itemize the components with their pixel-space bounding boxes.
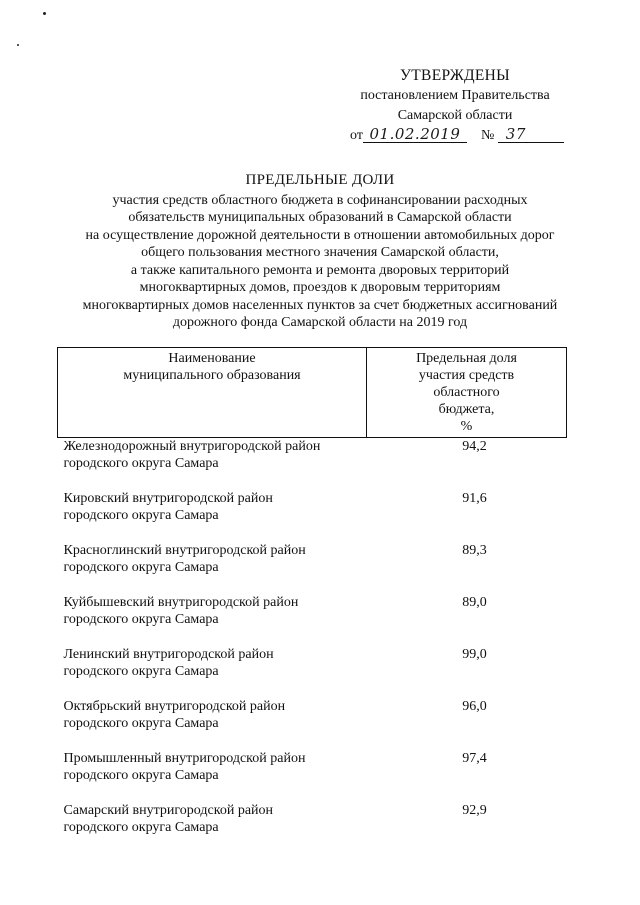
municipality-name-line: Красноглинский внутригородской район	[63, 543, 306, 558]
title-line: общего пользования местного значения Самарской области,	[141, 245, 499, 260]
table-row	[58, 750, 567, 802]
table-row	[58, 438, 567, 491]
municipality-name	[58, 438, 367, 491]
share-value: 99,0	[462, 647, 487, 662]
municipality-name-line: городского округа Самара	[63, 820, 219, 835]
approval-date-line	[340, 126, 570, 146]
municipality-name	[58, 750, 367, 802]
share-value: 89,0	[462, 595, 487, 610]
title-line: дорожного фонда Самарской области на 2019 год	[172, 315, 468, 330]
title-line: обязательств муниципальных образований в Самарской области	[128, 210, 512, 225]
share-value: 91,6	[462, 491, 487, 506]
municipality-name-line: городского округа Самара	[63, 664, 219, 679]
header-text: Наименование	[168, 351, 256, 366]
header-text: бюджета,	[438, 402, 495, 417]
municipality-name-line: Октябрьский внутригородской район	[63, 699, 286, 714]
municipality-name-line: городского округа Самара	[63, 768, 219, 783]
date-prefix: от	[350, 128, 363, 143]
municipality-name	[58, 698, 367, 750]
title-subtitle	[40, 192, 600, 332]
share-value: 89,3	[462, 543, 487, 558]
header-share	[367, 348, 567, 438]
handwritten-number: 37	[498, 126, 564, 143]
municipality-name-line: Кировский внутригородской район	[63, 491, 273, 506]
municipality-name-line: Куйбышевский внутригородской район	[63, 595, 299, 610]
title-line: на осуществление дорожной деятельности в отношении автомобильных дорог	[85, 227, 555, 243]
approval-stamp	[340, 66, 570, 146]
municipality-name-line: городского округа Самара	[63, 716, 219, 731]
municipality-name-line: городского округа Самара	[63, 456, 219, 471]
municipality-name	[58, 802, 367, 854]
share-value: 94,2	[462, 439, 487, 454]
header-text: участия средств	[418, 368, 515, 383]
table-row	[58, 594, 567, 646]
table-row	[58, 802, 567, 854]
municipality-name-line: Промышленный внутригородской район	[63, 751, 306, 766]
share-value: 97,4	[462, 751, 487, 766]
title-line: многоквартирных домов населенных пунктов за счет бюджетных ассигнований	[82, 297, 558, 313]
municipality-name-line: Ленинский внутригородской район	[63, 647, 274, 662]
municipality-name-line: Железнодорожный внутригородской район	[63, 439, 321, 454]
table-row	[58, 646, 567, 698]
title-line: многоквартирных домов, проездов к дворовым территориям	[139, 280, 501, 295]
table-row	[58, 698, 567, 750]
header-text: Предельная доля	[416, 351, 517, 366]
share-value: 92,9	[462, 803, 487, 818]
title-line: участия средств областного бюджета в софинансировании расходных	[112, 192, 528, 208]
municipality-name-line: городского округа Самара	[63, 560, 219, 575]
header-municipality	[58, 348, 367, 438]
municipality-name	[58, 490, 367, 542]
number-prefix: №	[480, 128, 495, 143]
municipality-name-line: Самарский внутригородской район	[63, 803, 274, 818]
table-header-row	[58, 348, 567, 438]
scan-speck	[17, 44, 19, 46]
municipality-name	[58, 542, 367, 594]
municipality-name-line: городского округа Самара	[63, 612, 219, 627]
table-row	[58, 490, 567, 542]
header-text: муниципального образования	[123, 368, 301, 383]
header-text: %	[460, 419, 473, 434]
title-main: ПРЕДЕЛЬНЫЕ ДОЛИ	[245, 172, 395, 188]
table-row	[58, 542, 567, 594]
approval-line-1: постановлением Правительства	[360, 88, 550, 103]
shares-table	[57, 347, 567, 854]
municipality-name	[58, 594, 367, 646]
municipality-name	[58, 646, 367, 698]
handwritten-date: 01.02.2019	[363, 126, 467, 143]
header-text: областного	[433, 385, 500, 400]
share-value: 96,0	[462, 699, 487, 714]
title-line: а также капитального ремонта и ремонта дворовых территорий	[130, 262, 510, 278]
approval-heading: УТВЕРЖДЕНЫ	[400, 67, 510, 84]
scan-speck	[43, 12, 46, 15]
approval-line-2: Самарской области	[397, 108, 513, 123]
municipality-name-line: городского округа Самара	[63, 508, 219, 523]
document-title	[40, 172, 600, 332]
